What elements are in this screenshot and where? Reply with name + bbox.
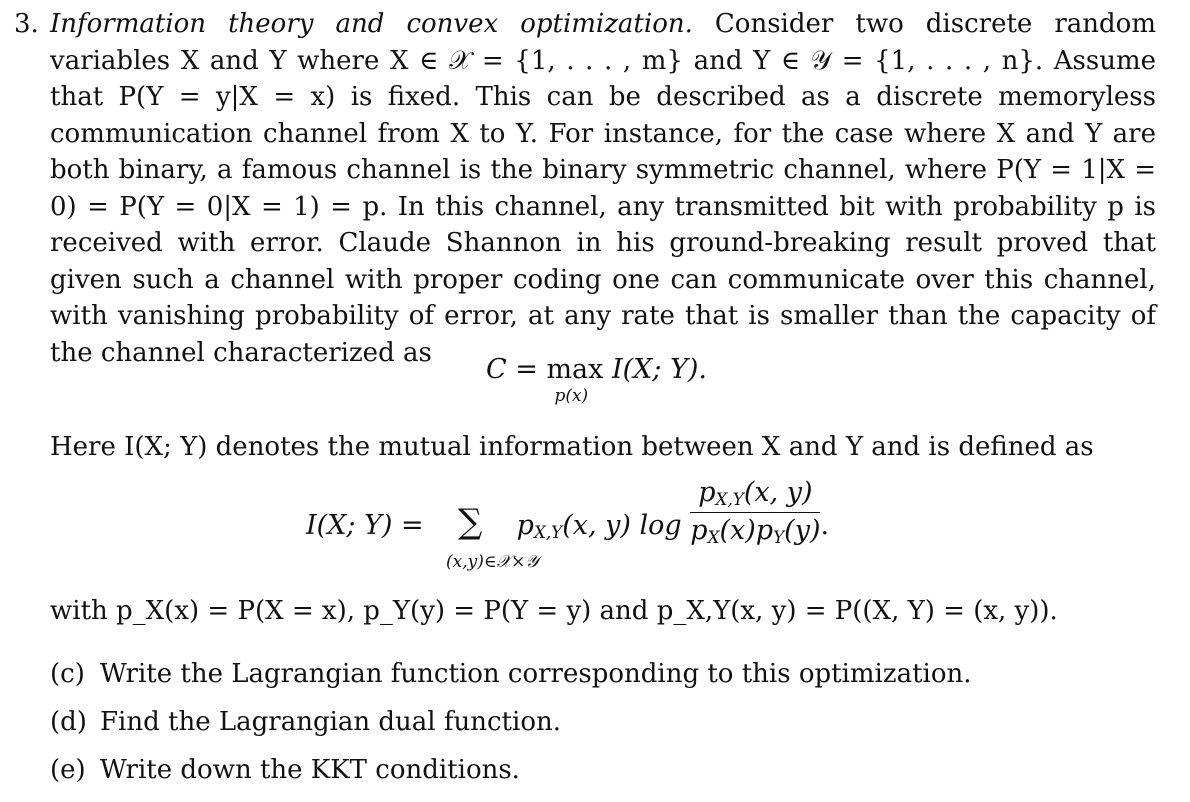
question-text-e: Write down the KKT conditions. bbox=[100, 755, 520, 785]
problem-intro-paragraph bbox=[50, 6, 1156, 371]
question-label-e: (e) bbox=[50, 755, 86, 785]
problem-number: 3. bbox=[14, 9, 39, 39]
question-text-d: Find the Lagrangian dual function. bbox=[100, 707, 561, 737]
question-text-c: Write the Lagrangian function corresponding to this optimization. bbox=[100, 659, 972, 689]
capacity-max-subscript: p(x) bbox=[554, 386, 589, 406]
summation-symbol: ∑ bbox=[458, 502, 483, 543]
mutual-information-intro: Here I(X; Y) denotes the mutual information between X and Y and is defined as bbox=[50, 432, 1094, 462]
mi-end-period: . bbox=[820, 509, 830, 541]
mi-fraction-denominator: $p_X(x)p_Y(y)$ bbox=[690, 514, 821, 548]
mutual-information-equation bbox=[306, 477, 830, 560]
mi-term: $p_{X,Y}(x$, y) log bbox=[516, 509, 682, 543]
question-item-d bbox=[50, 704, 561, 740]
mi-lhs: I(X; Y) = bbox=[306, 509, 424, 541]
distribution-definitions: with p_X(x) = P(X = x), p_Y(y) = P(Y = y) and p_X,Y(x, y) = P((X, Y) = (x, y)). bbox=[50, 596, 1058, 626]
problem-intro-text: Consider two discrete random variables X and Y where X ∈ 𝒳 = {1, . . . , m} and Y ∈ 𝒴 = {1, . . . , n}. Assume that P(Y = y|X = x) is fixed. This can be described as a discrete memoryless communication channel from X to Y. For instance, for the case where X and Y are both binary, a famous channel is the binary symmetric channel, where P(Y = 1|X = 0) = P(Y = 0|X = 1) = p. In this channel, any transmitted bit with probability p is received with error. Claude Shannon in his ground-breaking result proved that given such a channel with proper coding one can communicate over this channel, with vanishing probability of error, at any rate that is smaller than the capacity of the channel characterized as bbox=[50, 9, 1156, 368]
summation-subscript: (x,y)∈𝒳×𝒴 bbox=[446, 552, 539, 572]
capacity-max: max bbox=[546, 354, 604, 385]
question-item-e bbox=[50, 752, 520, 788]
mi-fraction bbox=[690, 479, 820, 546]
capacity-rhs: I(X; Y). bbox=[603, 354, 708, 385]
question-item-c bbox=[50, 656, 972, 692]
question-label-c: (c) bbox=[50, 659, 85, 689]
problem-title: Information theory and convex optimization. bbox=[50, 9, 693, 39]
mi-fraction-numerator: $p_{X,Y}(x$, y) bbox=[690, 479, 820, 513]
capacity-lhs: C = bbox=[486, 354, 547, 385]
capacity-equation bbox=[486, 354, 708, 406]
question-label-d: (d) bbox=[50, 707, 87, 737]
capacity-max-operator bbox=[546, 354, 604, 406]
